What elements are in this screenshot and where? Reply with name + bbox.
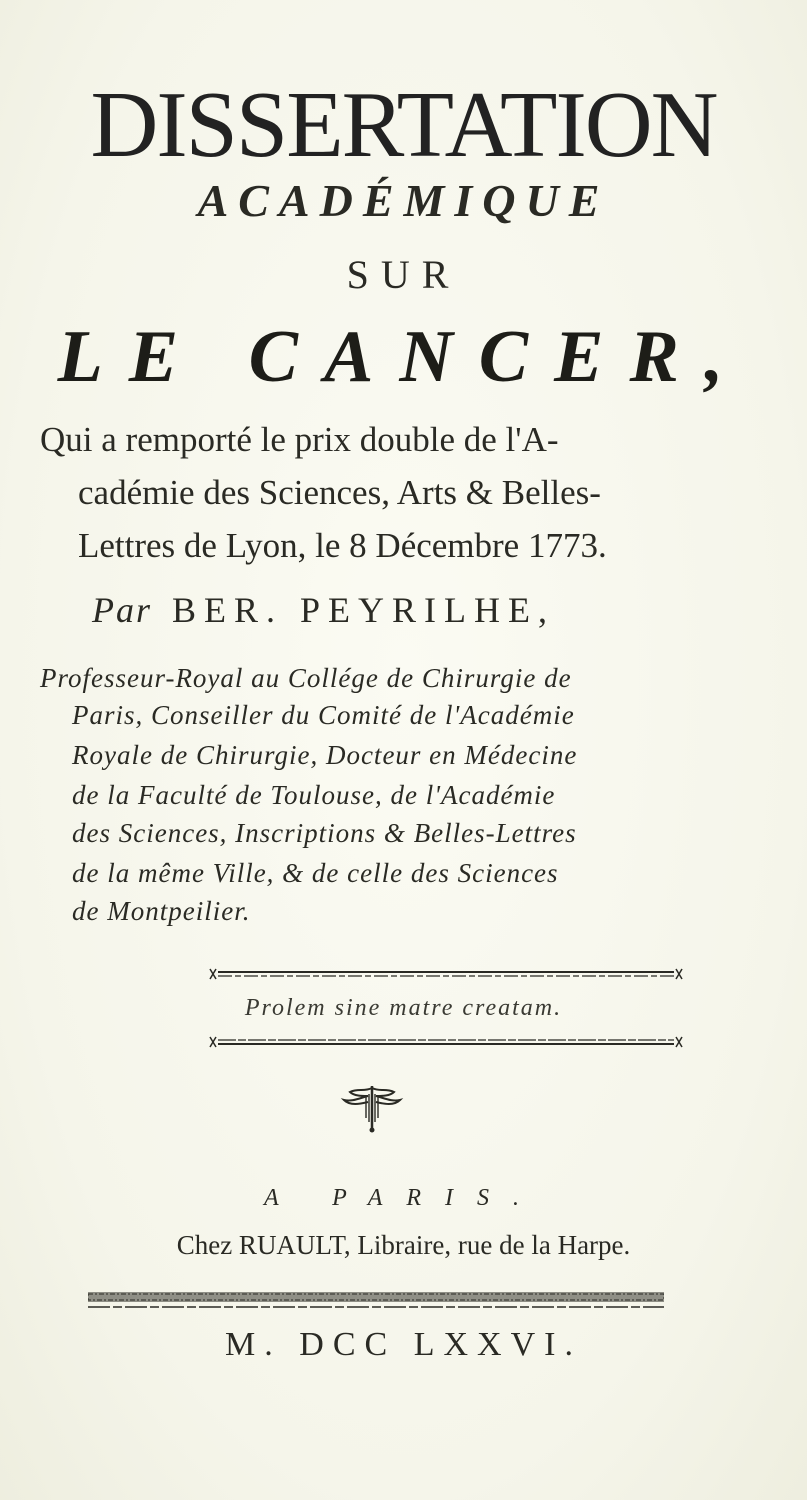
author-title-line: Professeur-Royal au Collége de Chirurgie de (40, 663, 572, 693)
author-par: Par (92, 590, 152, 630)
author-title-line: Royale de Chirurgie, Docteur en Médecine (72, 740, 578, 770)
decorative-band (88, 1290, 664, 1312)
author-title-line: des Sciences, Inscriptions & Belles-Lettres (72, 818, 577, 848)
author-title-line: de Montpeilier. (72, 896, 251, 926)
imprint-year: M. DCC LXXVI. (225, 1326, 582, 1363)
author-title-line: de la Faculté de Toulouse, de l'Académie (72, 780, 556, 810)
title-subtitle: ACADÉMIQUE (197, 175, 610, 226)
author-name: BER. PEYRILHE, (172, 590, 556, 630)
prize-line: cadémie des Sciences, Arts & Belles- (78, 473, 601, 512)
author-line (92, 592, 555, 628)
decorative-rule-bottom (208, 1036, 684, 1048)
title-main: DISSERTATION (90, 73, 717, 177)
decorative-rule-top (208, 968, 684, 980)
fleuron-icon (334, 1082, 410, 1134)
imprint-publisher: Chez RUAULT, Libraire, rue de la Harpe. (176, 1230, 631, 1260)
motto: Prolem sine matre creatam. (244, 995, 563, 1021)
prize-line: Lettres de Lyon, le 8 Décembre 1773. (78, 526, 607, 565)
imprint-place: A PARIS. (263, 1185, 544, 1211)
prize-line: Qui a remporté le prix double de l'A- (40, 420, 559, 459)
title-subject: LE CANCER, (57, 316, 750, 398)
author-title-line: de la même Ville, & de celle des Sciences (72, 858, 559, 888)
title-sur: SUR (346, 252, 461, 297)
author-title-line: Paris, Conseiller du Comité de l'Académie (72, 700, 575, 730)
